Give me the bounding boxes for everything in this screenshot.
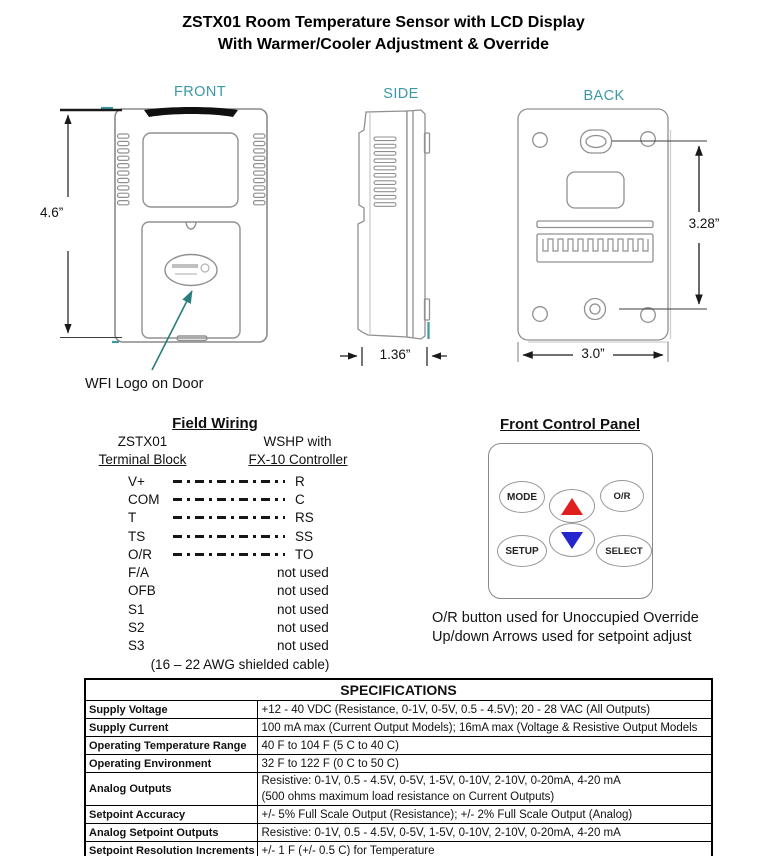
table-row	[85, 737, 712, 755]
spec-label: Supply Voltage	[85, 701, 257, 719]
connection-label: C	[295, 491, 305, 507]
spec-value-line2: (500 ohms maximum load resistance on Current Outputs)	[261, 791, 555, 803]
front-body	[115, 109, 267, 342]
spec-value: Resistive: 0-1V, 0.5 - 4.5V, 0-5V, 1-5V, 0-10V, 2-10V, 0-20mA, 4-20 mA	[257, 824, 712, 842]
wiring-row	[128, 600, 388, 618]
spec-value	[257, 773, 712, 806]
page-title-line2: With Warmer/Cooler Adjustment & Override	[217, 36, 550, 53]
spec-label: Analog Setpoint Outputs	[85, 824, 257, 842]
terminal-label: COM	[128, 491, 160, 507]
controller-header-line2: FX-10 Controller	[248, 452, 348, 467]
side-width-dim-label: 1.36”	[379, 347, 411, 362]
table-row	[85, 842, 712, 856]
up-arrow-icon	[561, 498, 583, 515]
terminal-label: S1	[128, 601, 145, 617]
terminal-label: O/R	[128, 546, 153, 562]
table-row	[85, 755, 712, 773]
mode-button: MODE	[499, 481, 545, 513]
spec-label: Operating Temperature Range	[85, 737, 257, 755]
connection-label: not used	[277, 601, 329, 617]
spec-label: Supply Current	[85, 719, 257, 737]
spec-value: +/- 5% Full Scale Output (Resistance); +/- 2% Full Scale Output (Analog)	[257, 806, 712, 824]
table-row	[85, 806, 712, 824]
front-control-panel-section	[430, 413, 752, 658]
control-panel-note-2: Up/down Arrows used for setpoint adjust	[432, 629, 692, 645]
side-view-drawing	[340, 110, 447, 366]
table-row	[85, 824, 712, 842]
field-wiring-title: Field Wiring	[172, 415, 258, 432]
terminal-label: S3	[128, 638, 145, 654]
terminal-label: TS	[128, 528, 146, 544]
page-title-line1: ZSTX01 Room Temperature Sensor with LCD Display	[182, 14, 585, 31]
back-view-label: BACK	[583, 88, 625, 104]
front-height-dimension	[60, 110, 122, 338]
back-height-dim-label: 3.28”	[681, 216, 727, 231]
connection-label: not used	[277, 620, 329, 636]
setup-button: SETUP	[497, 535, 547, 567]
connection-label: not used	[277, 638, 329, 654]
front-view-label: FRONT	[174, 84, 226, 100]
wiring-row	[128, 490, 388, 508]
terminal-label: S2	[128, 620, 145, 636]
connection-label: R	[295, 473, 305, 489]
select-button: SELECT	[596, 535, 652, 567]
control-panel-title: Front Control Panel	[500, 416, 640, 433]
wiring-rows	[128, 472, 388, 655]
terminal-block-header-line2: Terminal Block	[98, 452, 187, 467]
terminal-label: V+	[128, 473, 145, 489]
up-arrow-button	[549, 489, 595, 523]
connection-label: not used	[277, 583, 329, 599]
override-button: O/R	[600, 480, 644, 512]
terminal-label: F/A	[128, 565, 150, 581]
wiring-row	[128, 527, 388, 545]
connection-label: TO	[295, 546, 314, 562]
wire-dashdot-line	[173, 516, 285, 519]
control-panel-faceplate	[488, 443, 653, 599]
spec-label: Analog Outputs	[85, 773, 257, 806]
spec-value: 100 mA max (Current Output Models); 16mA max (Voltage & Resistive Output Models	[257, 719, 712, 737]
wiring-row	[128, 582, 388, 600]
wiring-row	[128, 637, 388, 655]
terminal-label: OFB	[128, 583, 156, 599]
side-front-shell	[358, 111, 407, 337]
wire-dashdot-line	[173, 498, 285, 501]
table-row	[85, 701, 712, 719]
wfi-logo-caption: WFI Logo on Door	[85, 376, 204, 392]
wiring-row	[128, 545, 388, 563]
back-width-dim-label: 3.0”	[581, 346, 605, 361]
wiring-row	[128, 618, 388, 636]
wire-dashdot-line	[173, 535, 285, 538]
side-view-label: SIDE	[383, 86, 419, 102]
wire-dashdot-line	[173, 553, 285, 556]
spec-table-header: SPECIFICATIONS	[85, 679, 712, 701]
spec-value: +12 - 40 VDC (Resistance, 0-1V, 0-5V, 0.5 - 4.5V); 20 - 28 VAC (All Outputs)	[257, 701, 712, 719]
connection-label: not used	[277, 565, 329, 581]
back-view-drawing	[518, 109, 707, 362]
terminal-block-header-line1: ZSTX01	[117, 434, 168, 449]
down-arrow-icon	[561, 532, 583, 549]
spec-label: Setpoint Resolution Increments	[85, 842, 257, 856]
down-arrow-button	[549, 523, 595, 557]
front-view-drawing	[60, 107, 267, 370]
back-plate	[518, 109, 668, 340]
page-title	[0, 12, 767, 56]
spec-value: 32 F to 122 F (0 C to 50 C)	[257, 755, 712, 773]
wire-dashdot-line	[173, 480, 285, 483]
wiring-row	[128, 472, 388, 490]
table-row	[85, 773, 712, 806]
spec-header-row	[85, 679, 712, 701]
wiring-row	[128, 509, 388, 527]
wiring-row	[128, 563, 388, 581]
table-row	[85, 719, 712, 737]
spec-label: Operating Environment	[85, 755, 257, 773]
spec-value: +/- 1 F (+/- 0.5 C) for Temperature	[257, 842, 712, 856]
specifications-section	[84, 678, 713, 856]
side-back-plate	[407, 110, 425, 339]
spec-value-line1: Resistive: 0-1V, 0.5 - 4.5V, 0-5V, 1-5V, 0-10V, 2-10V, 0-20mA, 4-20 mA	[261, 775, 621, 787]
spec-table	[84, 678, 713, 856]
spec-label: Setpoint Accuracy	[85, 806, 257, 824]
terminal-label: T	[128, 510, 137, 526]
connection-label: SS	[295, 528, 314, 544]
front-height-dim-label: 4.6”	[40, 205, 64, 220]
controller-header-line1: WSHP with	[263, 434, 332, 449]
control-panel-note-1: O/R button used for Unoccupied Override	[432, 610, 699, 626]
cable-footnote: (16 – 22 AWG shielded cable)	[150, 657, 330, 672]
spec-value: 40 F to 104 F (5 C to 40 C)	[257, 737, 712, 755]
field-wiring-section	[85, 413, 355, 673]
connection-label: RS	[295, 510, 314, 526]
